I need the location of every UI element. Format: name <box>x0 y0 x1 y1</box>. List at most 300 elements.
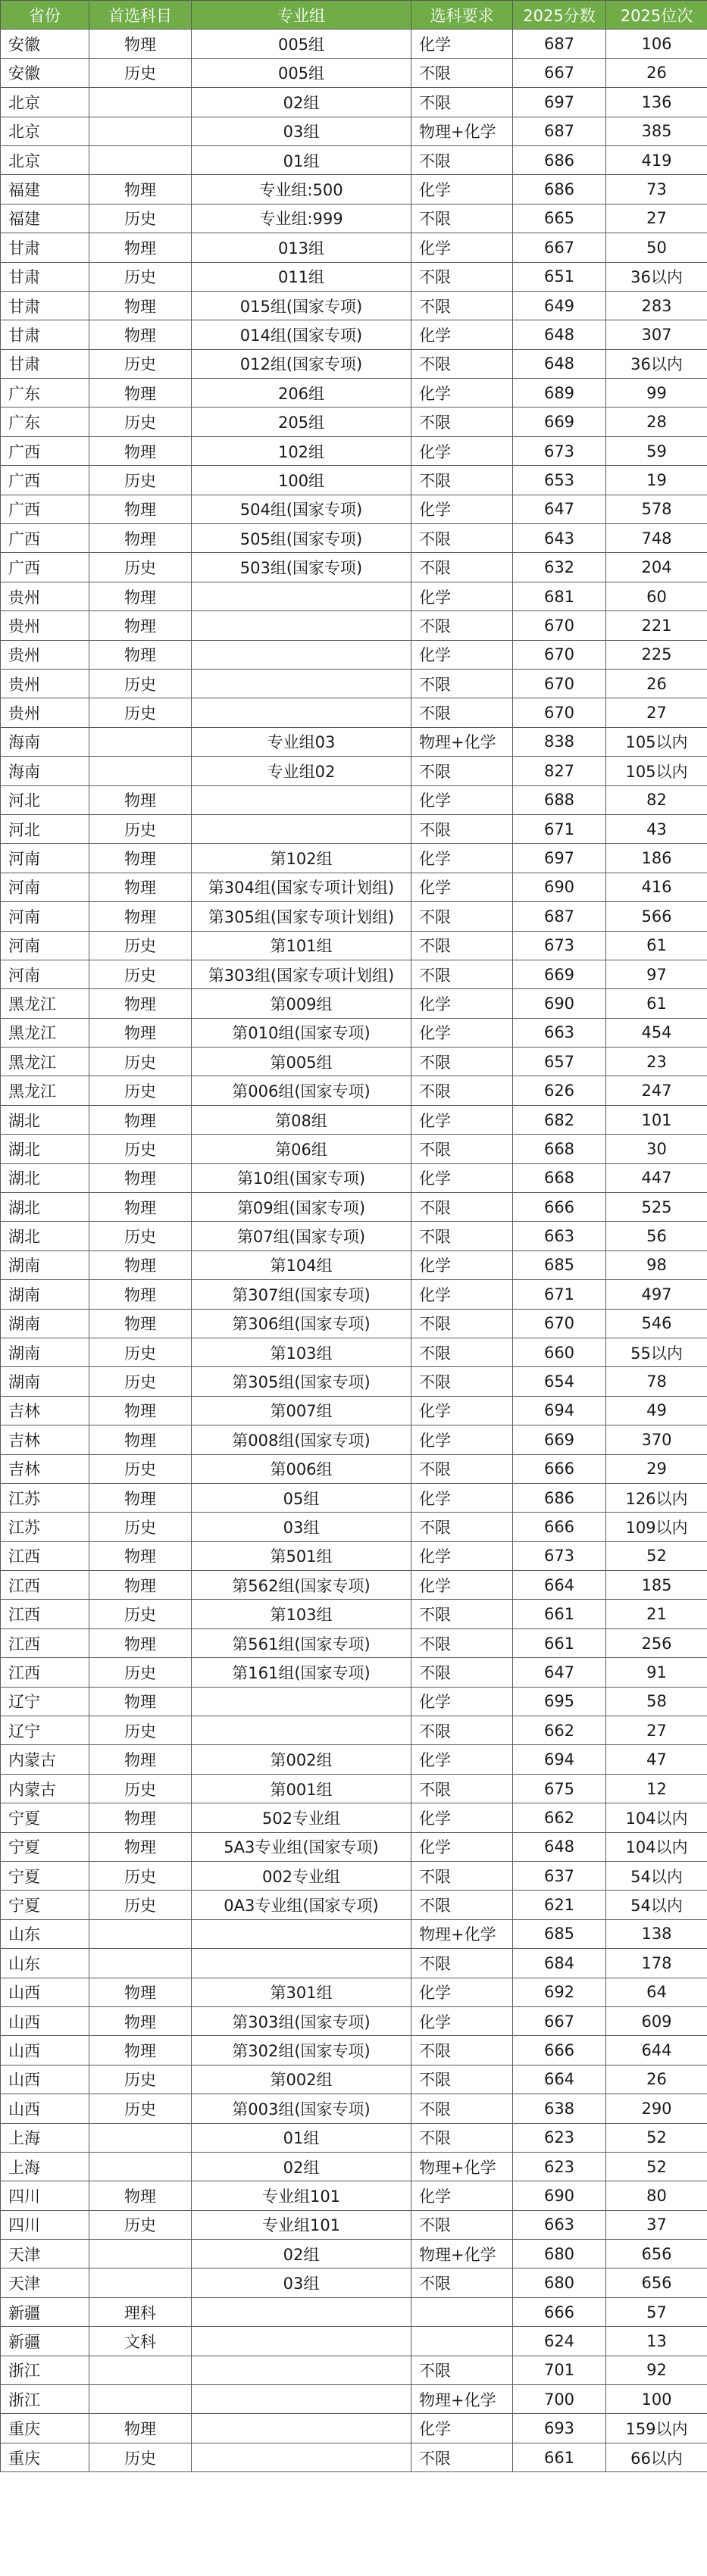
cell-first-subject <box>89 757 192 785</box>
cell-first-subject: 物理 <box>89 1628 192 1657</box>
cell-subject-requirement: 不限 <box>411 2268 513 2297</box>
cell-major-group <box>192 611 411 640</box>
cell-first-subject: 历史 <box>89 1600 192 1628</box>
header-major-group: 专业组 <box>192 1 411 30</box>
table-row <box>1 204 707 233</box>
cell-rank: 66以内 <box>606 2443 707 2471</box>
cell-rank: 566 <box>606 902 707 931</box>
cell-rank: 447 <box>606 1163 707 1192</box>
cell-major-group: 第007组 <box>192 1396 411 1425</box>
cell-rank: 26 <box>606 2065 707 2094</box>
cell-subject-requirement: 化学 <box>411 436 513 465</box>
cell-province: 江西 <box>1 1628 89 1657</box>
cell-first-subject: 物理 <box>89 1745 192 1774</box>
cell-score: 663 <box>513 2210 606 2239</box>
cell-subject-requirement: 不限 <box>411 2356 513 2384</box>
cell-subject-requirement: 不限 <box>411 262 513 291</box>
cell-subject-requirement: 不限 <box>411 553 513 582</box>
cell-rank: 92 <box>606 2356 707 2384</box>
cell-province: 天津 <box>1 2240 89 2268</box>
cell-province: 湖北 <box>1 1135 89 1163</box>
cell-major-group <box>192 2443 411 2471</box>
cell-first-subject <box>89 88 192 117</box>
cell-major-group <box>192 1687 411 1716</box>
cell-province: 湖北 <box>1 1222 89 1251</box>
cell-score: 693 <box>513 2414 606 2443</box>
table-row <box>1 757 707 785</box>
table-row <box>1 436 707 465</box>
cell-province: 宁夏 <box>1 1891 89 1919</box>
cell-score: 689 <box>513 379 606 407</box>
cell-score: 666 <box>513 1193 606 1222</box>
cell-rank: 55以内 <box>606 1338 707 1366</box>
cell-score: 666 <box>513 1513 606 1541</box>
cell-first-subject: 物理 <box>89 175 192 204</box>
table-row <box>1 873 707 901</box>
cell-score: 657 <box>513 1048 606 1076</box>
cell-score: 680 <box>513 2268 606 2297</box>
table-row <box>1 2268 707 2297</box>
cell-major-group: 第07组(国家专项) <box>192 1222 411 1251</box>
cell-major-group: 第006组(国家专项) <box>192 1076 411 1105</box>
cell-province: 黑龙江 <box>1 989 89 1018</box>
cell-major-group: 第001组 <box>192 1774 411 1803</box>
cell-major-group: 502专业组 <box>192 1803 411 1832</box>
cell-subject-requirement: 不限 <box>411 407 513 436</box>
cell-first-subject <box>89 145 192 174</box>
cell-province: 河南 <box>1 873 89 901</box>
cell-major-group: 第008组(国家专项) <box>192 1425 411 1454</box>
cell-province: 河南 <box>1 960 89 988</box>
cell-major-group: 005组 <box>192 58 411 87</box>
cell-first-subject: 历史 <box>89 1658 192 1687</box>
cell-rank: 138 <box>606 1919 707 1948</box>
cell-major-group: 012组(国家专项) <box>192 349 411 378</box>
cell-major-group <box>192 582 411 610</box>
cell-province: 海南 <box>1 757 89 785</box>
table-row <box>1 989 707 1018</box>
cell-province: 江西 <box>1 1541 89 1570</box>
table-row <box>1 1628 707 1657</box>
cell-subject-requirement: 不限 <box>411 1135 513 1163</box>
cell-score: 638 <box>513 2094 606 2123</box>
cell-rank: 56 <box>606 1222 707 1251</box>
table-row <box>1 2240 707 2268</box>
cell-score: 664 <box>513 1571 606 1600</box>
cell-province: 贵州 <box>1 611 89 640</box>
cell-score: 673 <box>513 1541 606 1570</box>
cell-rank: 178 <box>606 1949 707 1978</box>
cell-first-subject: 历史 <box>89 1048 192 1076</box>
cell-rank: 99 <box>606 379 707 407</box>
cell-score: 660 <box>513 1338 606 1366</box>
cell-subject-requirement: 不限 <box>411 2065 513 2094</box>
cell-province: 四川 <box>1 2210 89 2239</box>
table-row <box>1 2210 707 2239</box>
cell-major-group: 第06组 <box>192 1135 411 1163</box>
cell-subject-requirement: 不限 <box>411 524 513 553</box>
cell-first-subject: 物理 <box>89 495 192 523</box>
cell-first-subject <box>89 1949 192 1978</box>
cell-major-group <box>192 698 411 727</box>
cell-first-subject: 历史 <box>89 204 192 233</box>
cell-province: 贵州 <box>1 669 89 698</box>
table-row <box>1 1309 707 1338</box>
cell-rank: 97 <box>606 960 707 988</box>
cell-rank: 21 <box>606 1600 707 1628</box>
cell-province: 黑龙江 <box>1 1018 89 1047</box>
cell-rank: 26 <box>606 58 707 87</box>
cell-first-subject: 物理 <box>89 1832 192 1861</box>
cell-first-subject: 历史 <box>89 960 192 988</box>
cell-rank: 609 <box>606 2006 707 2035</box>
cell-score: 687 <box>513 30 606 58</box>
cell-first-subject <box>89 117 192 145</box>
cell-major-group: 第103组 <box>192 1338 411 1366</box>
cell-subject-requirement: 化学 <box>411 1483 513 1512</box>
table-row <box>1 698 707 727</box>
cell-subject-requirement: 化学 <box>411 1571 513 1600</box>
cell-province: 江西 <box>1 1658 89 1687</box>
cell-first-subject: 物理 <box>89 291 192 320</box>
cell-rank: 23 <box>606 1048 707 1076</box>
header-2025-score: 2025分数 <box>513 1 606 30</box>
cell-score: 648 <box>513 1832 606 1861</box>
cell-first-subject: 物理 <box>89 1803 192 1832</box>
cell-rank: 59 <box>606 436 707 465</box>
cell-major-group <box>192 2356 411 2384</box>
cell-subject-requirement: 不限 <box>411 1367 513 1396</box>
cell-rank: 98 <box>606 1251 707 1279</box>
cell-rank: 30 <box>606 1135 707 1163</box>
cell-subject-requirement: 不限 <box>411 2094 513 2123</box>
header-subject-requirement: 选科要求 <box>411 1 513 30</box>
cell-subject-requirement: 化学 <box>411 1018 513 1047</box>
cell-rank: 185 <box>606 1571 707 1600</box>
cell-rank: 60 <box>606 582 707 610</box>
cell-score: 701 <box>513 2356 606 2384</box>
cell-major-group: 专业组:500 <box>192 175 411 204</box>
cell-rank: 525 <box>606 1193 707 1222</box>
table-row <box>1 1048 707 1076</box>
cell-subject-requirement <box>411 2297 513 2326</box>
cell-province: 福建 <box>1 204 89 233</box>
header-row <box>1 1 707 30</box>
cell-score: 666 <box>513 2297 606 2326</box>
cell-subject-requirement: 不限 <box>411 1048 513 1076</box>
cell-rank: 28 <box>606 407 707 436</box>
cell-first-subject: 物理 <box>89 611 192 640</box>
cell-rank: 80 <box>606 2181 707 2210</box>
cell-province: 山西 <box>1 2094 89 2123</box>
cell-rank: 12 <box>606 1774 707 1803</box>
cell-score: 648 <box>513 320 606 349</box>
cell-first-subject: 历史 <box>89 1862 192 1891</box>
cell-subject-requirement: 不限 <box>411 611 513 640</box>
cell-first-subject <box>89 2152 192 2181</box>
cell-rank: 101 <box>606 1105 707 1134</box>
cell-subject-requirement: 化学 <box>411 2006 513 2035</box>
cell-major-group: 013组 <box>192 233 411 262</box>
table-row <box>1 727 707 756</box>
cell-province: 宁夏 <box>1 1832 89 1861</box>
cell-subject-requirement: 不限 <box>411 1862 513 1891</box>
table-header <box>1 1 707 30</box>
cell-score: 651 <box>513 262 606 291</box>
table-row <box>1 1919 707 1948</box>
cell-score: 690 <box>513 2181 606 2210</box>
cell-rank: 52 <box>606 1541 707 1570</box>
cell-major-group: 01组 <box>192 145 411 174</box>
cell-province: 宁夏 <box>1 1862 89 1891</box>
cell-major-group: 第08组 <box>192 1105 411 1134</box>
cell-major-group: 011组 <box>192 262 411 291</box>
cell-score: 671 <box>513 1280 606 1309</box>
table-row <box>1 1076 707 1105</box>
table-row <box>1 1018 707 1047</box>
cell-subject-requirement: 化学 <box>411 582 513 610</box>
table-row <box>1 1367 707 1396</box>
cell-rank: 29 <box>606 1454 707 1483</box>
cell-score: 671 <box>513 814 606 843</box>
cell-score: 667 <box>513 233 606 262</box>
cell-first-subject: 历史 <box>89 1716 192 1745</box>
cell-province: 北京 <box>1 117 89 145</box>
cell-subject-requirement: 不限 <box>411 88 513 117</box>
cell-score: 700 <box>513 2385 606 2414</box>
cell-first-subject: 物理 <box>89 1571 192 1600</box>
cell-first-subject: 物理 <box>89 2006 192 2035</box>
cell-subject-requirement: 不限 <box>411 1716 513 1745</box>
cell-province: 广东 <box>1 407 89 436</box>
cell-province: 山西 <box>1 2065 89 2094</box>
cell-first-subject: 历史 <box>89 814 192 843</box>
cell-subject-requirement: 不限 <box>411 1774 513 1803</box>
cell-first-subject: 历史 <box>89 669 192 698</box>
table-row <box>1 2036 707 2065</box>
cell-major-group: 第002组 <box>192 1745 411 1774</box>
cell-rank: 54以内 <box>606 1862 707 1891</box>
cell-subject-requirement: 化学 <box>411 2181 513 2210</box>
cell-subject-requirement: 化学 <box>411 379 513 407</box>
cell-score: 681 <box>513 582 606 610</box>
table-row <box>1 1280 707 1309</box>
cell-score: 649 <box>513 291 606 320</box>
cell-score: 668 <box>513 1135 606 1163</box>
cell-province: 广西 <box>1 436 89 465</box>
cell-rank: 748 <box>606 524 707 553</box>
table-body <box>1 30 707 2472</box>
cell-subject-requirement: 化学 <box>411 1687 513 1716</box>
cell-first-subject: 物理 <box>89 902 192 931</box>
cell-score: 690 <box>513 989 606 1018</box>
table-row <box>1 2356 707 2384</box>
cell-subject-requirement: 物理+化学 <box>411 2152 513 2181</box>
cell-subject-requirement: 化学 <box>411 495 513 523</box>
cell-rank: 385 <box>606 117 707 145</box>
cell-major-group: 0A3专业组(国家专项) <box>192 1891 411 1919</box>
cell-major-group: 503组(国家专项) <box>192 553 411 582</box>
cell-major-group: 第561组(国家专项) <box>192 1628 411 1657</box>
cell-rank: 61 <box>606 931 707 960</box>
cell-major-group: 第102组 <box>192 844 411 873</box>
cell-score: 626 <box>513 1076 606 1105</box>
cell-first-subject: 历史 <box>89 466 192 495</box>
cell-rank: 50 <box>606 233 707 262</box>
table-row <box>1 1978 707 2006</box>
cell-first-subject: 物理 <box>89 1541 192 1570</box>
table-row <box>1 1251 707 1279</box>
table-row <box>1 1716 707 1745</box>
cell-major-group: 03组 <box>192 1513 411 1541</box>
cell-subject-requirement: 化学 <box>411 1105 513 1134</box>
cell-first-subject <box>89 2385 192 2414</box>
table-row <box>1 2065 707 2094</box>
cell-first-subject: 历史 <box>89 1513 192 1541</box>
cell-province: 江苏 <box>1 1513 89 1541</box>
cell-score: 624 <box>513 2327 606 2356</box>
cell-province: 吉林 <box>1 1396 89 1425</box>
cell-province: 甘肃 <box>1 262 89 291</box>
cell-first-subject: 历史 <box>89 1774 192 1803</box>
cell-province: 海南 <box>1 727 89 756</box>
cell-score: 690 <box>513 873 606 901</box>
cell-score: 667 <box>513 58 606 87</box>
cell-score: 654 <box>513 1367 606 1396</box>
cell-subject-requirement: 不限 <box>411 2036 513 2065</box>
cell-rank: 36以内 <box>606 349 707 378</box>
table-row <box>1 524 707 553</box>
cell-first-subject: 物理 <box>89 873 192 901</box>
table-row <box>1 1774 707 1803</box>
cell-first-subject: 物理 <box>89 1425 192 1454</box>
cell-subject-requirement: 不限 <box>411 1513 513 1541</box>
cell-subject-requirement: 不限 <box>411 1628 513 1657</box>
table-row <box>1 320 707 349</box>
cell-province: 宁夏 <box>1 1803 89 1832</box>
cell-first-subject: 历史 <box>89 1135 192 1163</box>
cell-subject-requirement: 化学 <box>411 1163 513 1192</box>
cell-province: 山西 <box>1 2036 89 2065</box>
cell-rank: 247 <box>606 1076 707 1105</box>
cell-score: 667 <box>513 2006 606 2035</box>
cell-province: 山东 <box>1 1919 89 1948</box>
cell-first-subject: 物理 <box>89 640 192 669</box>
cell-rank: 49 <box>606 1396 707 1425</box>
cell-province: 湖南 <box>1 1280 89 1309</box>
cell-subject-requirement: 物理+化学 <box>411 117 513 145</box>
cell-first-subject: 历史 <box>89 931 192 960</box>
cell-first-subject <box>89 2240 192 2268</box>
cell-rank: 78 <box>606 1367 707 1396</box>
table-row <box>1 582 707 610</box>
table-row <box>1 553 707 582</box>
cell-rank: 73 <box>606 175 707 204</box>
cell-first-subject: 历史 <box>89 2065 192 2094</box>
cell-major-group: 5A3专业组(国家专项) <box>192 1832 411 1861</box>
cell-first-subject: 物理 <box>89 1396 192 1425</box>
cell-rank: 27 <box>606 1716 707 1745</box>
cell-score: 686 <box>513 175 606 204</box>
cell-subject-requirement: 化学 <box>411 1541 513 1570</box>
cell-subject-requirement: 不限 <box>411 1076 513 1105</box>
cell-rank: 100 <box>606 2385 707 2414</box>
cell-major-group: 02组 <box>192 2240 411 2268</box>
cell-rank: 91 <box>606 1658 707 1687</box>
table-row <box>1 2297 707 2326</box>
cell-rank: 54以内 <box>606 1891 707 1919</box>
table-row <box>1 1745 707 1774</box>
table-row <box>1 1571 707 1600</box>
table-row <box>1 1541 707 1570</box>
cell-subject-requirement: 化学 <box>411 1280 513 1309</box>
cell-first-subject: 物理 <box>89 1018 192 1047</box>
cell-score: 664 <box>513 2065 606 2094</box>
cell-first-subject: 理科 <box>89 2297 192 2326</box>
cell-subject-requirement: 化学 <box>411 989 513 1018</box>
cell-first-subject: 物理 <box>89 1309 192 1338</box>
cell-rank: 27 <box>606 698 707 727</box>
cell-major-group <box>192 1949 411 1978</box>
cell-province: 贵州 <box>1 582 89 610</box>
cell-subject-requirement: 不限 <box>411 1891 513 1919</box>
cell-province: 山西 <box>1 2006 89 2035</box>
cell-province: 北京 <box>1 145 89 174</box>
cell-subject-requirement: 物理+化学 <box>411 1919 513 1948</box>
cell-rank: 64 <box>606 1978 707 2006</box>
cell-first-subject: 物理 <box>89 1280 192 1309</box>
cell-subject-requirement: 化学 <box>411 873 513 901</box>
cell-score: 661 <box>513 2443 606 2471</box>
cell-rank: 26 <box>606 669 707 698</box>
cell-rank: 283 <box>606 291 707 320</box>
table-row <box>1 611 707 640</box>
cell-score: 685 <box>513 1251 606 1279</box>
cell-major-group: 第306组(国家专项) <box>192 1309 411 1338</box>
cell-score: 632 <box>513 553 606 582</box>
cell-score: 687 <box>513 902 606 931</box>
table-row <box>1 2414 707 2443</box>
table-row <box>1 1832 707 1861</box>
cell-rank: 221 <box>606 611 707 640</box>
table-row <box>1 1600 707 1628</box>
cell-score: 694 <box>513 1396 606 1425</box>
cell-major-group: 第009组 <box>192 989 411 1018</box>
cell-score: 653 <box>513 466 606 495</box>
header-2025-rank: 2025位次 <box>606 1 707 30</box>
cell-province: 山西 <box>1 1978 89 2006</box>
cell-major-group: 第101组 <box>192 931 411 960</box>
cell-rank: 57 <box>606 2297 707 2326</box>
table-row <box>1 2006 707 2035</box>
table-row <box>1 2152 707 2181</box>
cell-province: 辽宁 <box>1 1687 89 1716</box>
cell-first-subject <box>89 727 192 756</box>
cell-score: 668 <box>513 1163 606 1192</box>
cell-province: 湖北 <box>1 1193 89 1222</box>
cell-first-subject: 历史 <box>89 2443 192 2471</box>
cell-province: 广东 <box>1 379 89 407</box>
cell-province: 江西 <box>1 1600 89 1628</box>
cell-province: 四川 <box>1 2181 89 2210</box>
cell-province: 甘肃 <box>1 233 89 262</box>
cell-major-group: 第10组(国家专项) <box>192 1163 411 1192</box>
cell-province: 河南 <box>1 844 89 873</box>
cell-first-subject: 文科 <box>89 2327 192 2356</box>
cell-province: 贵州 <box>1 698 89 727</box>
cell-major-group: 第304组(国家专项计划组) <box>192 873 411 901</box>
cell-subject-requirement: 化学 <box>411 1803 513 1832</box>
